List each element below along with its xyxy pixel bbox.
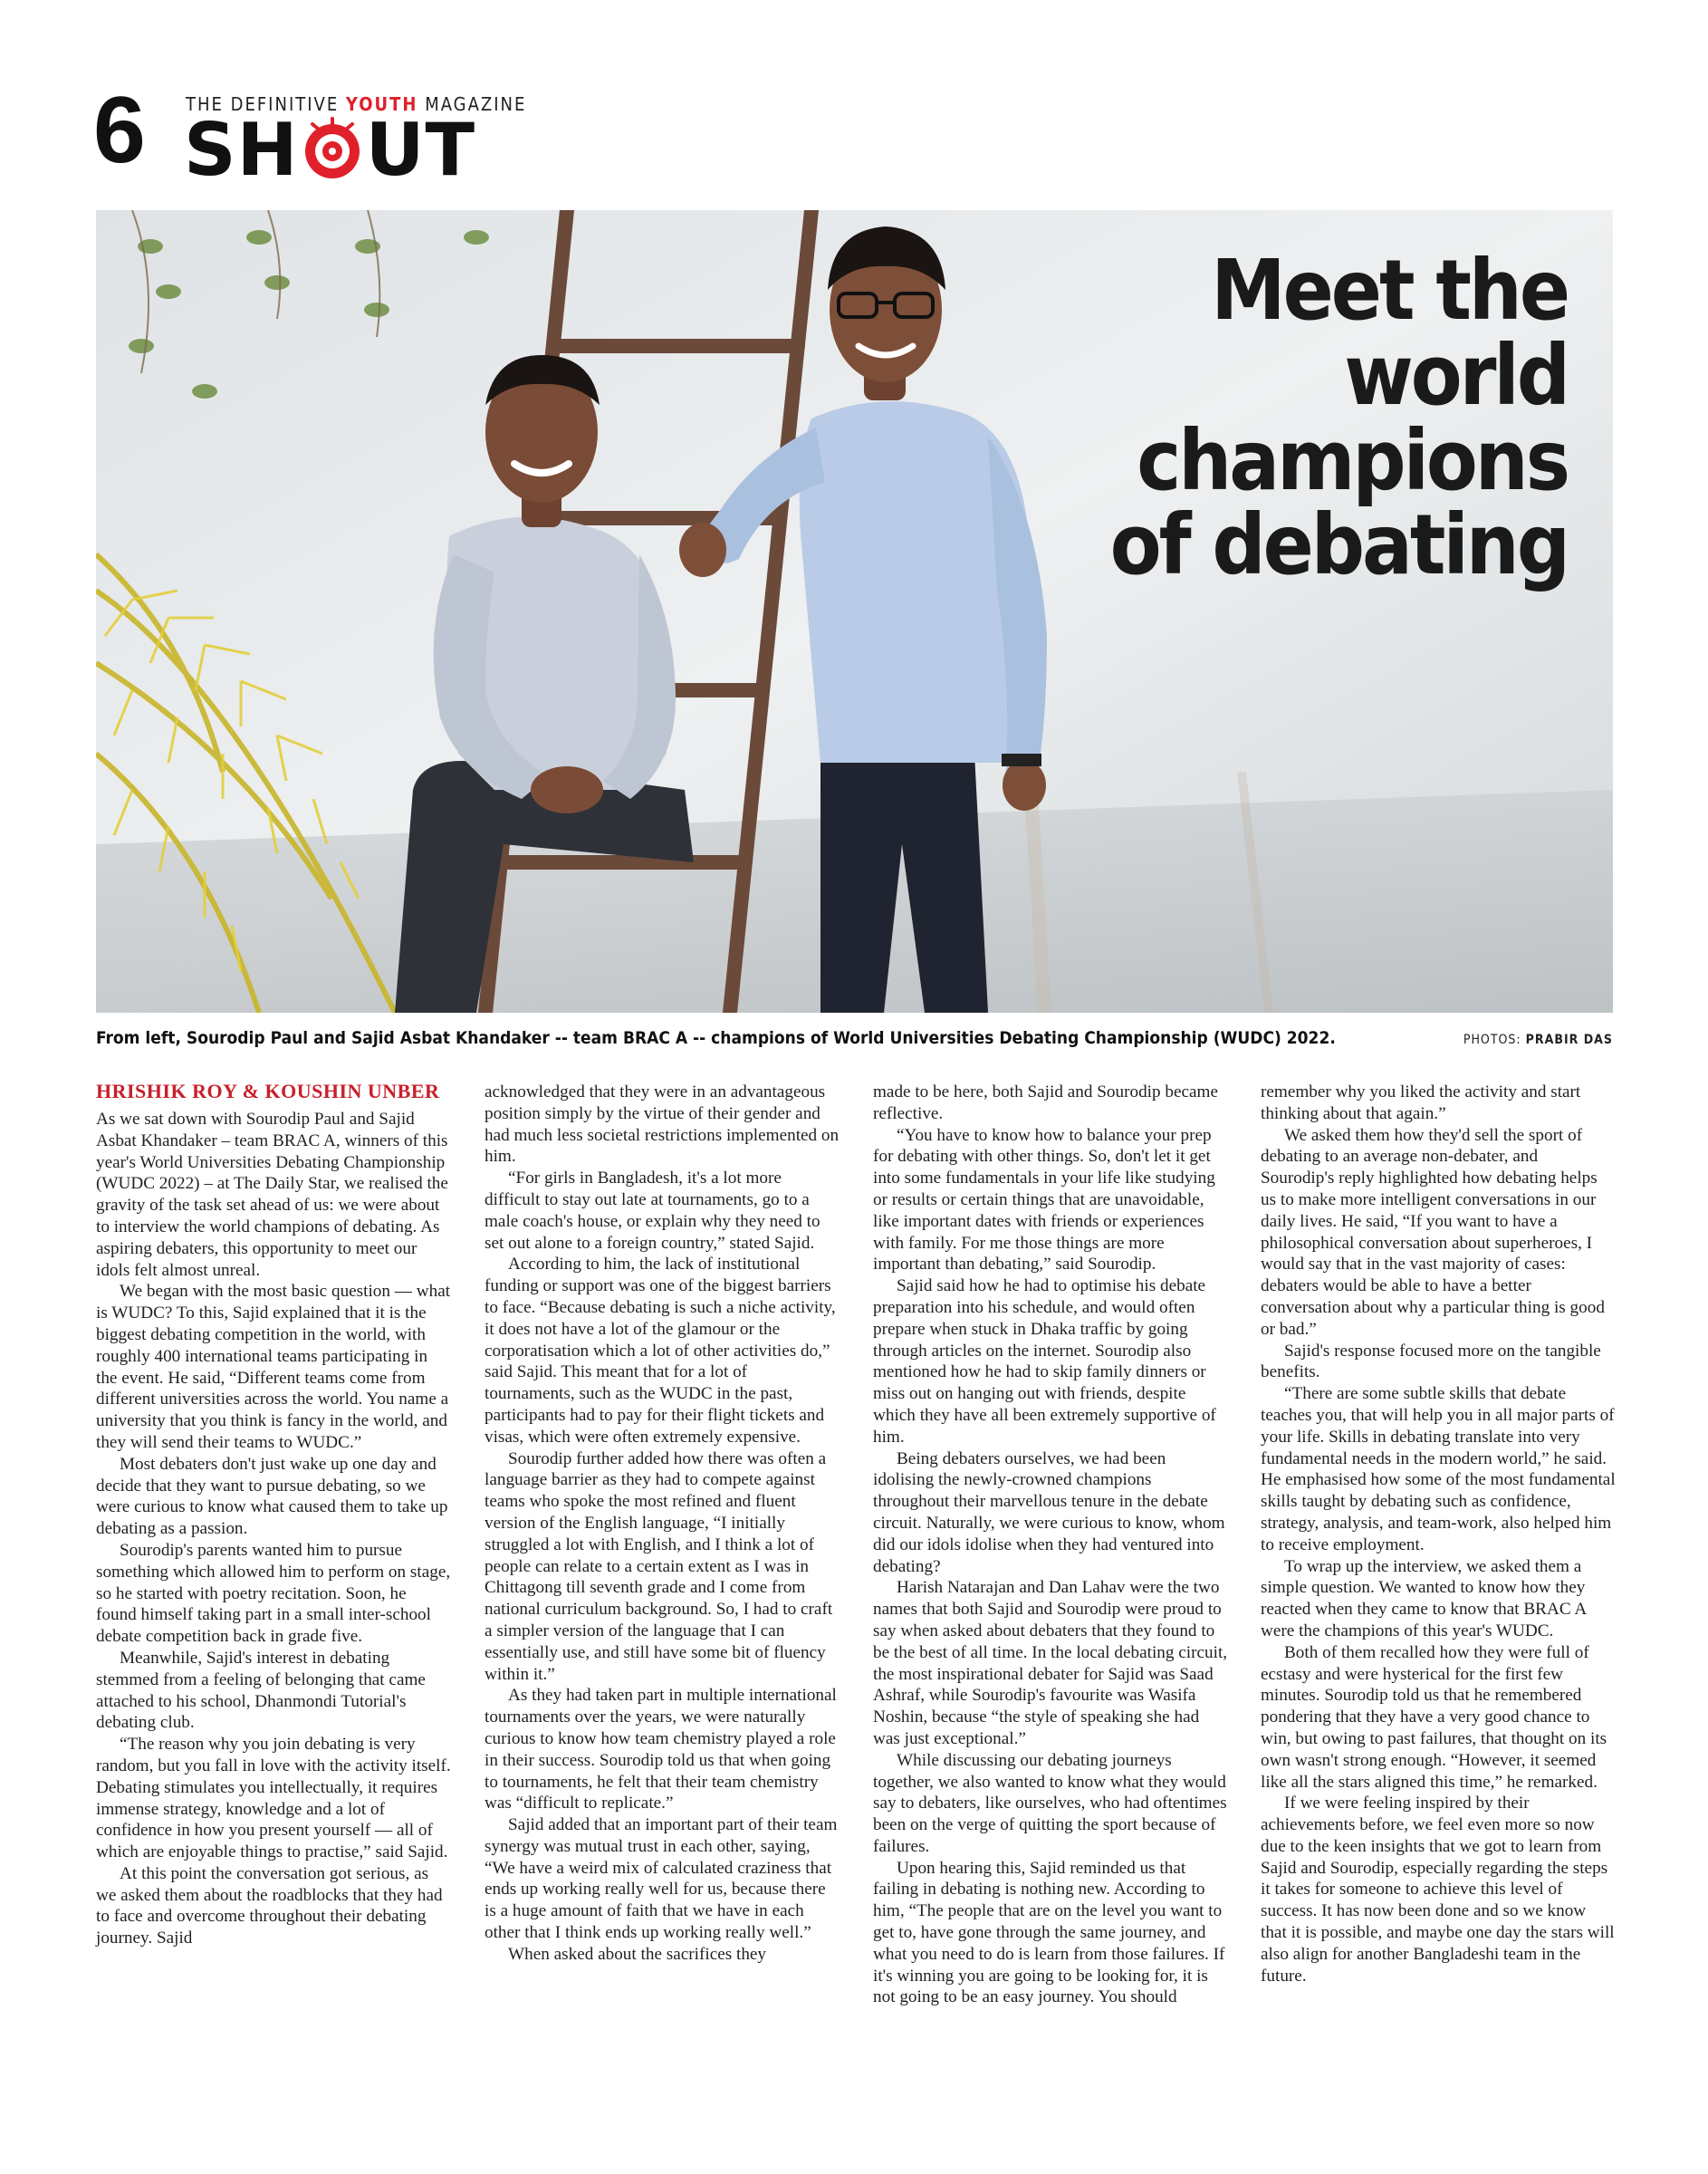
headline-line: of debating <box>1109 496 1568 594</box>
article-paragraph: As they had taken part in multiple international tournaments over the years, we were naturally curious to know how team chemistry played a role in their success. Sourodip told us that when going to tournaments, he felt that their team chemistry was “difficult to replicate.” <box>485 1686 837 1813</box>
article-paragraph: made to be here, both Sajid and Sourodip became reflective. <box>873 1082 1218 1123</box>
article-paragraph: At this point the conversation got serious, as we asked them about the roadblocks that they had to face and overcome throughout their debating journey. Sajid <box>96 1863 443 1948</box>
article-column-1 <box>96 1109 451 1949</box>
article-paragraph: Sourodip's parents wanted him to pursue something which allowed him to perform on stage, so he started with poetry recitation. Soon, he found himself taking part in a small inter-school debate competition back in grade five. <box>96 1540 451 1647</box>
page-number: 6 <box>93 78 146 183</box>
photo-caption: From left, Sourodip Paul and Sajid Asbat Khandaker -- team BRAC A -- champions of World Universities Debating Championship (WUDC) 2022. <box>96 1028 1336 1048</box>
article-paragraph: Harish Natarajan and Dan Lahav were the two names that both Sajid and Sourodip were proud to say when asked about debaters that they found to be the best of all time. In the local debating circuit, the most inspirational debater for Sajid was Saad Ashraf, while Sourodip's favourite was Wasifa Noshin, because “the style of speaking she had was just exceptional.” <box>873 1578 1228 1748</box>
article-paragraph: According to him, the lack of institutional funding or support was one of the biggest barriers to face. “Because debating is such a niche activity, it does not have a lot of the glamour or the corporatisation which a lot of other activities do,” said Sajid. This meant that for a lot of tournaments, such as the WUDC in the past, participants had to pay for their flight tickets and visas, which were often extremely expensive. <box>485 1255 836 1447</box>
logo-text-left: SH <box>184 108 299 192</box>
headline-line: world <box>1344 326 1568 424</box>
article-paragraph: “For girls in Bangladesh, it's a lot more difficult to stay out late at tournaments, go to a male coach's house, or explain why they need to set out alone to a foreign country,” stated Sajid. <box>485 1169 820 1253</box>
photo-credit-name: PRABIR DAS <box>1525 1033 1613 1047</box>
article-column-2 <box>485 1082 840 1966</box>
article-paragraph: Sajid said how he had to optimise his debate preparation into his schedule, and would often prepare when stuck in Dhaka traffic by going through articles on the internet. Sourodip also mentioned how he had to skip family dinners or miss out on hanging out with friends, despite which they have all been extremely supportive of him. <box>873 1276 1216 1447</box>
photo-credit-label: PHOTOS: <box>1463 1033 1526 1047</box>
tagline-highlight: YOUTH <box>345 93 418 115</box>
photo-credit <box>1413 1033 1613 1047</box>
article-paragraph: Both of them recalled how they were full of ecstasy and were hysterical for the first few minutes. Sourodip told us that he remembered pondering that they have a very good chance to win, but owing to past failures, that thought on its own wasn't strong enough. “However, it seemed like all the stars aligned this time,” he remarked. <box>1261 1642 1607 1792</box>
article-paragraph: As we sat down with Sourodip Paul and Sajid Asbat Khandaker – team BRAC A, winners of this year's World Universities Debating Championship (WUDC 2022) – at The Daily Star, we realised the gravity of the task set ahead of us: we were about to interview the world champions of debating. As aspiring debaters, this opportunity to meet our idols felt almost unreal. <box>96 1110 448 1280</box>
article-paragraph: “You have to know how to balance your prep for debating with other things. So, don't let it get into some fundamentals in your life like studying or results or certain things that are unavoidable, like important dates with friends or experiences with family. For me those things are more important than debating,” said Sourodip. <box>873 1125 1215 1275</box>
megaphone-o-icon <box>300 117 365 182</box>
tagline-before: THE DEFINITIVE <box>186 93 346 115</box>
article-column-3 <box>873 1082 1228 2008</box>
article-paragraph: Upon hearing this, Sajid reminded us that failing in debating is nothing new. According to him, “The people that are on the level you want to get to, have gone through the same journey, and what you need to do is learn from those failures. If it's winning you are going to be looking for, it is not going to be an easy journey. You should <box>873 1858 1225 2007</box>
article-paragraph: If we were feeling inspired by their achievements before, we feel even more so now due to the keen insights that we got to learn from Sajid and Sourodip, especially regarding the steps it takes for someone to achieve this level of success. It has now been done and so we know that it is possible, and maybe one day the stars will also align for another Bangladeshi team in the future. <box>1261 1794 1615 1986</box>
masthead <box>93 78 527 192</box>
article-column-4 <box>1261 1082 1616 1986</box>
article-paragraph: Being debaters ourselves, we had been idolising the newly-crowned champions throughout their marvellous tenure in the debate circuit. Naturally, we were curious to know, whom did our idols idolise when they had ventured into debating? <box>873 1448 1225 1576</box>
article-paragraph: Sourodip further added how there was often a language barrier as they had to compete against teams who spoke the most refined and fluent version of the English language, “I initially struggled a lot with English, and I think a lot of people can relate to a certain extent as I was in Chittagong till seventh grade and I come from national curriculum background. So, I had to craft a simpler version of the language that I can essentially use, and still have some bit of fluency within it.” <box>485 1448 833 1684</box>
article-paragraph: “There are some subtle skills that debate teaches you, that will help you in all major parts of your life. Skills in debating translate into very fundamental needs in the modern world,” he said. He emphasised how some of the most fundamental skills taught by debating such as confidence, strategy, analysis, and team-work, also helped him to receive employment. <box>1261 1384 1616 1554</box>
tagline-after: MAGAZINE <box>417 93 527 115</box>
logo-text-right: UT <box>365 108 476 192</box>
article-paragraph: We asked them how they'd sell the sport of debating to an average non-debater, and Sourodip's reply highlighted how debating helps us to make more intelligent conversations in our daily lives. He said, “If you want to have a philosophical conversation about superheroes, I would say that in the vast majority of cases: debaters would be able to have a better conversation about why a particular thing is good or bad.” <box>1261 1125 1605 1339</box>
article-paragraph: Most debaters don't just wake up one day and decide that they want to pursue debating, so we were curious to know what caused them to take up debating as a passion. <box>96 1454 448 1539</box>
article-paragraph: remember why you liked the activity and start thinking about that again.” <box>1261 1082 1581 1123</box>
article-paragraph: When asked about the sacrifices they <box>508 1944 767 1964</box>
hero-photo <box>96 210 1613 1013</box>
article-byline: HRISHIK ROY & KOUSHIN UNBER <box>96 1080 440 1102</box>
article-paragraph: acknowledged that they were in an advantageous position simply by the virtue of their gender and had much less societal restrictions implemented on him. <box>485 1082 840 1167</box>
magazine-logo <box>184 108 476 192</box>
article-paragraph: While discussing our debating journeys together, we also wanted to know what they would say to debaters, like ourselves, who had oftentimes been on the verge of quitting the sport because of failures. <box>873 1750 1227 1856</box>
article-paragraph: To wrap up the interview, we asked them a simple question. We wanted to know how they reacted when they came to know that BRAC A were the champions of this year's WUDC. <box>1261 1556 1587 1640</box>
article-paragraph: Meanwhile, Sajid's interest in debating stemmed from a feeling of belonging that came attached to his school, Dhanmondi Tutorial's debating club. <box>96 1648 426 1733</box>
headline-line: Meet the <box>1211 242 1568 339</box>
article-paragraph: We began with the most basic question — what is WUDC? To this, Sajid explained that it is the biggest debating competition in the world, with roughly 400 international teams participating in the event. He said, “Different teams come from different universities across the world. You name a university that you think is fancy in the world, and they will send their teams to WUDC.” <box>96 1282 451 1452</box>
article-paragraph: “The reason why you join debating is very random, but you fall in love with the activity itself. Debating stimulates you intellectually, it requires immense strategy, knowledge and a lot of confidence in how you present yourself — all of which are enjoyable things to practise,” said Sajid. <box>96 1735 451 1862</box>
article-headline <box>1097 242 1568 594</box>
headline-line: champions <box>1137 411 1568 509</box>
article-paragraph: Sajid added that an important part of their team synergy was mutual trust in each other, saying, “We have a weird mix of calculated craziness that ends up working really well for us, because there is a huge amount of faith that we have in each other that I think ends up working really well.” <box>485 1815 838 1943</box>
article-paragraph: Sajid's response focused more on the tangible benefits. <box>1261 1341 1601 1382</box>
